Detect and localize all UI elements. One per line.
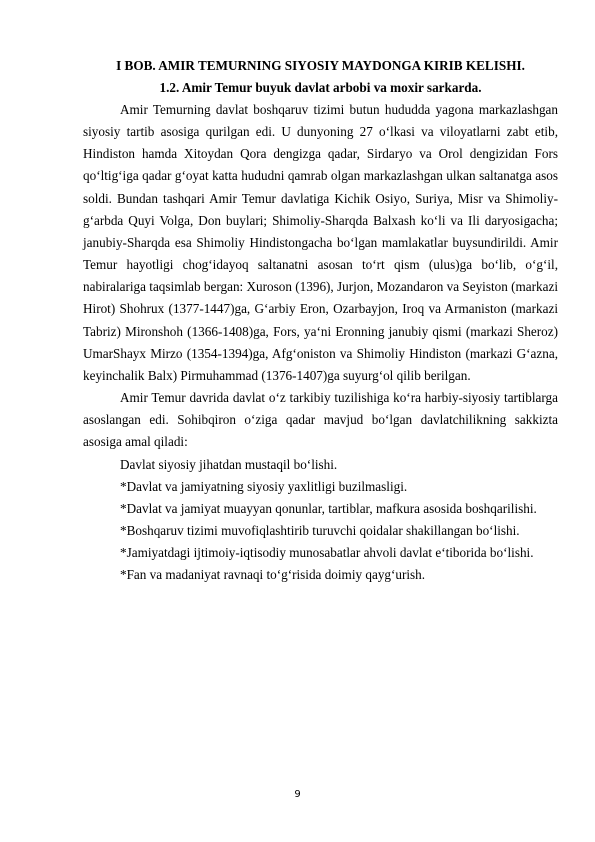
list-item: *Fan va madaniyat ravnaqi to‘g‘risida doimiy qayg‘urish.: [120, 567, 426, 583]
document-page: [83, 55, 558, 586]
chapter-title: I BOB. AMIR TEMURNING SIYOSIY MAYDONGA KIRIB KELISHI.: [116, 58, 525, 73]
list-item: *Davlat va jamiyatning siyosiy yaxlitligi buzilmasligi.: [120, 478, 408, 494]
paragraph-structure: Amir Temur davrida davlat o‘z tarkibiy tuzilishiga ko‘ra harbiy-siyosiy tartiblarga asoslangan edi. Sohibqiron o‘ziga qadar mavjud bo‘lgan davlatchilikning sakkizta asosiga amal qiladi:: [83, 390, 558, 450]
list-item: Davlat siyosiy jihatdan mustaqil bo‘lishi.: [120, 456, 338, 472]
section-title: 1.2. Amir Temur buyuk davlat arbobi va moxir sarkarda.: [159, 80, 482, 95]
list-item: *Boshqaruv tizimi muvofiqlashtirib turuvchi qoidalar shakillangan bo‘lishi.: [120, 522, 520, 538]
paragraph-intro: Amir Temurning davlat boshqaruv tizimi butun hududda yagona markazlashgan siyosiy tartib asosiga qurilgan edi. U dunyoning 27 o‘lkasi va viloyatlarni zabt etib, Hindiston hamda Xitoydan Qora dengizga qadar, Sirdaryo va Orol dengizidan Fors qo‘ltig‘iga qadar g‘oyat katta hududni qamrab olgan markazlashgan ulkan saltanatga asos soldi. Bundan tashqari Amir Temur davlatiga Kichik Osiyo, Suriya, Misr va Shimoliy-g‘arbda Quyi Volga, Don buylari; Shimoliy-Sharqda Balxash ko‘li va Ili daryosigacha; janubiy-Sharqda esa Shimoliy Hindistongacha bo‘lgan mamlakatlar buysundirildi. Amir Temur hayotligi chog‘idayoq saltanatni asosan to‘rt qism (ulus)ga bo‘lib, o‘g‘il, nabiralariga taqsimlab bergan: Xuroson (1396), Jurjon, Mozandaron va Seyiston (markazi Hirot) Shohrux (1377-1447)ga, G‘arbiy Eron, Ozarbayjon, Iroq va Armaniston (markazi Tabriz) Mironshoh (1366-1408)ga, Fors, ya‘ni Eronning janubiy qismi (markazi Sheroz) UmarShayx Mirzo (1354-1394)ga, Afg‘oniston va Shimoliy Hindiston (markazi G‘azna, keyinchalik Balx) Pirmuhammad (1376-1407)ga suyurg‘ol qilib berilgan.: [83, 102, 558, 383]
page-number: 9: [294, 789, 301, 800]
list-item: *Davlat va jamiyat muayyan qonunlar, tartiblar, mafkura asosida boshqarilishi.: [120, 500, 537, 516]
list-item: *Jamiyatdagi ijtimoiy-iqtisodiy munosabatlar ahvoli davlat e‘tiborida bo‘lishi.: [120, 545, 534, 561]
